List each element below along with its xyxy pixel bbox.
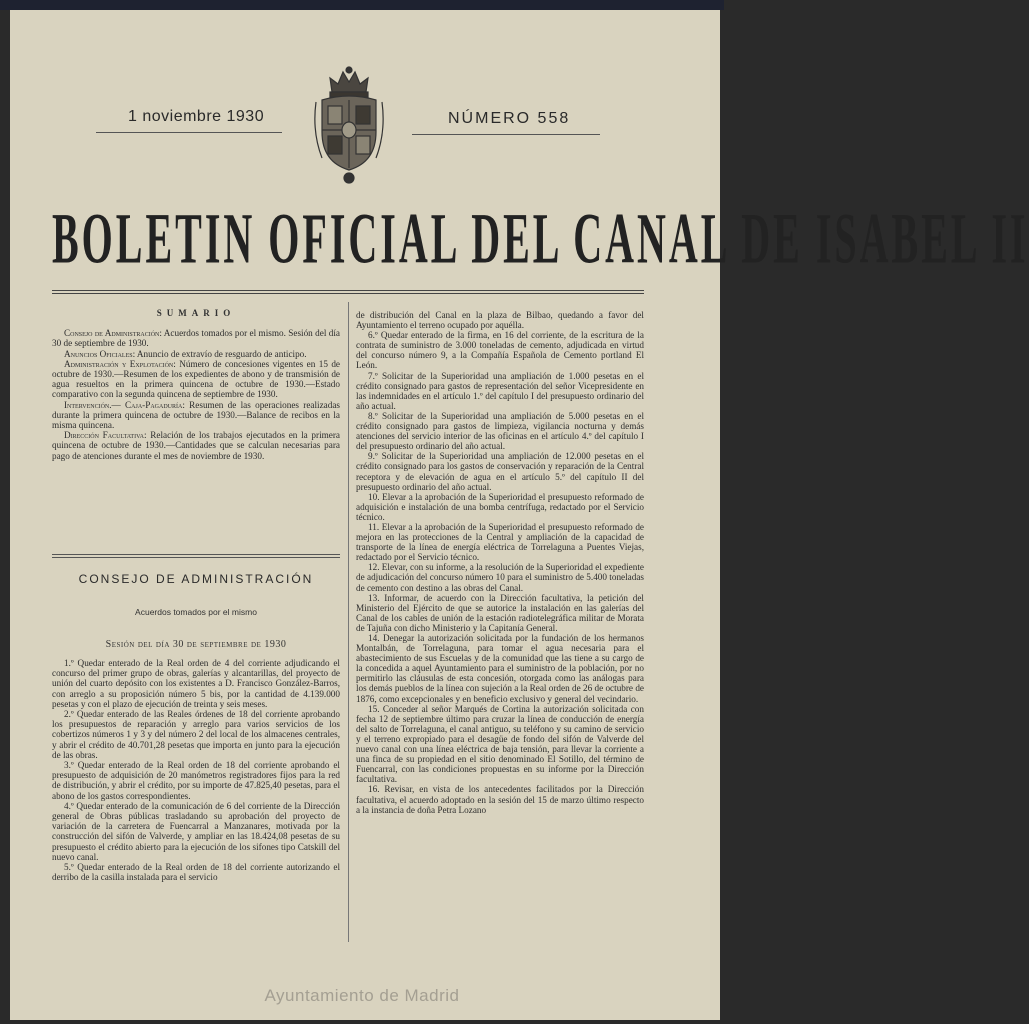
coat-of-arms-emblem [308,62,390,186]
agreement-paragraph: 6.º Quedar enterado de la firma, en 16 del corriente, de la escritura de la contrata de suministro de 3.000 toneladas de cemento, adjudicada en virtud del concurso número 9, a la Compañía Española de Cemento portland El León. [356,330,644,371]
summary-item: Consejo de Administración: Acuerdos tomados por el mismo. Sesión del día 30 de septiembre de 1930. [52,328,340,349]
masthead-title: BOLETIN OFICIAL DEL CANAL DE ISABEL II [52,197,1029,279]
council-subtitle: Acuerdos tomados por el mismo [135,607,257,617]
agreement-paragraph: 7.º Solicitar de la Superioridad una ampliación de 1.000 pesetas en el crédito consignado para gastos de representación del señor Vicepresidente en las indemnidades en el artículo 1.º del capítulo I del presupuesto ordinario del año actual. [356,370,644,411]
summary-item: Anuncios Oficiales: Anuncio de extravío de resguardo de anticipo. [64,348,307,359]
top-edge [0,0,724,10]
issue-number: NÚMERO 558 [448,110,571,127]
summary-item: Intervención.— Caja-Pagaduría: Resumen de las operaciones realizadas durante la primera quincena de octubre de 1930.—Balance de recibos en la misma quincena. [52,399,341,431]
agreement-paragraph: 13. Informar, de acuerdo con la Dirección facultativa, la petición del Ministerio del Ejército de que se autorice la instalación en las galerías del Canal de los cables de unión de la estación radiotelegráfica militar de Morata de Tajuña con dicho Ministerio y la Capitanía General. [356,592,644,633]
summary-item: Dirección Facultativa: Relación de los trabajos ejecutados en la primera quincena de octubre de 1930.—Cantidades que se calculan necesarias para pago de atenciones durante el mes de noviembre de 1930. [52,430,340,461]
header-rule-left [96,132,282,133]
agreement-paragraph: 5.º Quedar enterado de la Real orden de 18 del corriente autorizando el derribo de la casilla instalada para el servicio [52,862,340,883]
council-heading: CONSEJO DE ADMINISTRACIÓN [78,572,314,586]
agreement-paragraph: 16. Revisar, en vista de los antecedentes facilitados por la Dirección facultativa, el acuerdo adoptado en la sesión del 15 de marzo último respecto a la instancia de doña Petra Lozano [356,784,644,815]
agreement-paragraph: 3.º Quedar enterado de la Real orden de 18 del corriente aprobando el presupuesto de adquisición de 20 manómetros registradores fijos para la red de distribución, y abrir el crédito, por su importe de 47.825,40 pesetas, para el abono de los gastos correspondientes. [52,760,340,801]
summary-item: Administración y Explotación: Número de concesiones vigentes en 15 de octubre de 1930.—Resumen de los expedientes de abono y de transmisión de agua resueltos en la primera quincena de octubre de 1930.—Estado comparativo con la segunda quincena de septiembre de 1930. [52,358,340,400]
agreement-paragraph: 8.º Solicitar de la Superioridad una ampliación de 5.000 pesetas en el crédito consignado para gastos de limpieza, vigilancia nocturna y demás atenciones del servicio interior de las oficinas en el artículo 4.º del capítulo I del presupuesto ordinario del año actual. [356,410,644,452]
agreement-paragraph: 9.º Solicitar de la Superioridad una ampliación de 12.000 pesetas en el crédito consignado para los gastos de conservación y reparación de la Central receptora y de elevación de agua en el artículo 5.º del capítulo II del presupuesto ordinario del año actual. [356,451,644,492]
agreement-paragraph: 15. Conceder al señor Marqués de Cortina la autorización solicitada con fecha 12 de septiembre último para cruzar la línea de conducción de energía del salto de Torrelaguna, el canal antiguo, su teléfono y su camino de servicio y el terreno expropiado para el desagüe de fondo del sifón de Valverde del nuevo canal con una línea eléctrica de baja tensión, para llevar la corriente a una finca de su propiedad en el sitio denominado El Sotillo, del término de Fuencarral, con las condiciones propuestas en su informe por la Dirección facultativa. [356,703,644,785]
summary-rule-2 [52,557,340,558]
agreement-paragraph: de distribución del Canal en la plaza de Bilbao, quedando a favor del Ayuntamiento el terreno ocupado por aquélla. [356,310,644,331]
masthead-rule [52,290,644,294]
summary-block [52,308,340,461]
summary-rule [52,554,340,555]
agreement-paragraph: 2.º Quedar enterado de las Reales órdenes de 18 del corriente aprobando los presupuestos de reparación y arreglo para varios servicios de los cobertizos números 1 y 3 y del número 2 del local de los almacenes centrales, y abrir el crédito de 40.701,28 pesetas que importa en junto para la ejecución de las obras. [52,709,340,760]
council-right-column [356,310,644,815]
column-separator [348,302,349,942]
agreement-paragraph: 1.º Quedar enterado de la Real orden de 4 del corriente adjudicando el concurso del primer grupo de obras, galerías y alcantarillas, del proyecto de unión del cuarto depósito con los existentes a D. Francisco González-Barros, con arreglo a su proposición número 5 bis, por la cantidad de 4.139.000 pesetas y con el plazo de ejecución de treinta y seis meses. [52,658,340,709]
issue-date: 1 noviembre 1930 [128,108,265,125]
agreement-paragraph: 12. Elevar, con su informe, a la resolución de la Superioridad el expediente de adjudicación del concurso número 10 para el suministro de 5.400 toneladas de cemento con destino a las obras del Canal. [356,562,644,593]
agreement-paragraph: 11. Elevar a la aprobación de la Superioridad el presupuesto reformado de mejora en las protecciones de la Central y ampliación de la capacidad de transporte de la línea de energía eléctrica de Torrelaguna a Puentes Viejas, redactado por el Servicio técnico. [356,521,644,563]
watermark: Ayuntamiento de Madrid [264,986,460,1005]
agreement-paragraph: 4.º Quedar enterado de la comunicación de 6 del corriente de la Dirección general de Obras públicas trasladando su aprobación del proyecto de variación de la carretera de Fuencarral a Manzanares, motivada por la construcción del sifón de Valverde, y ampliar en las 18.424,08 pesetas de su presupuesto el crédito abierto para la ejecución de los sifones tipo Catskill del nuevo canal. [52,800,340,862]
summary-title: SUMARIO [156,308,236,318]
agreement-paragraph: 14. Denegar la autorización solicitada por la fundación de los hermanos Montalbán, de Torrelaguna, para tomar el agua necesaria para el abastecimiento de sus Escuelas y de la comunidad que las tiene a su cargo de la concedida a aquel Ayuntamiento para el suministro de la población, por no permitirlo las cláusulas de esta concesión, otorgada como las análogas para los demás pueblos de la línea con sujeción a la Real orden de 26 de octubre de 1876, como excepcionales y en beneficio exclusivo y general del vecindario. [356,633,644,704]
agreement-paragraph: 10. Elevar a la aprobación de la Superioridad el presupuesto reformado de adquisición e instalación de una bomba centrífuga, redactado por el Servicio técnico. [356,491,644,522]
council-left-column [52,658,340,882]
header-rule-right [412,134,600,135]
session-heading: Sesión del día 30 de septiembre de 1930 [105,639,287,650]
